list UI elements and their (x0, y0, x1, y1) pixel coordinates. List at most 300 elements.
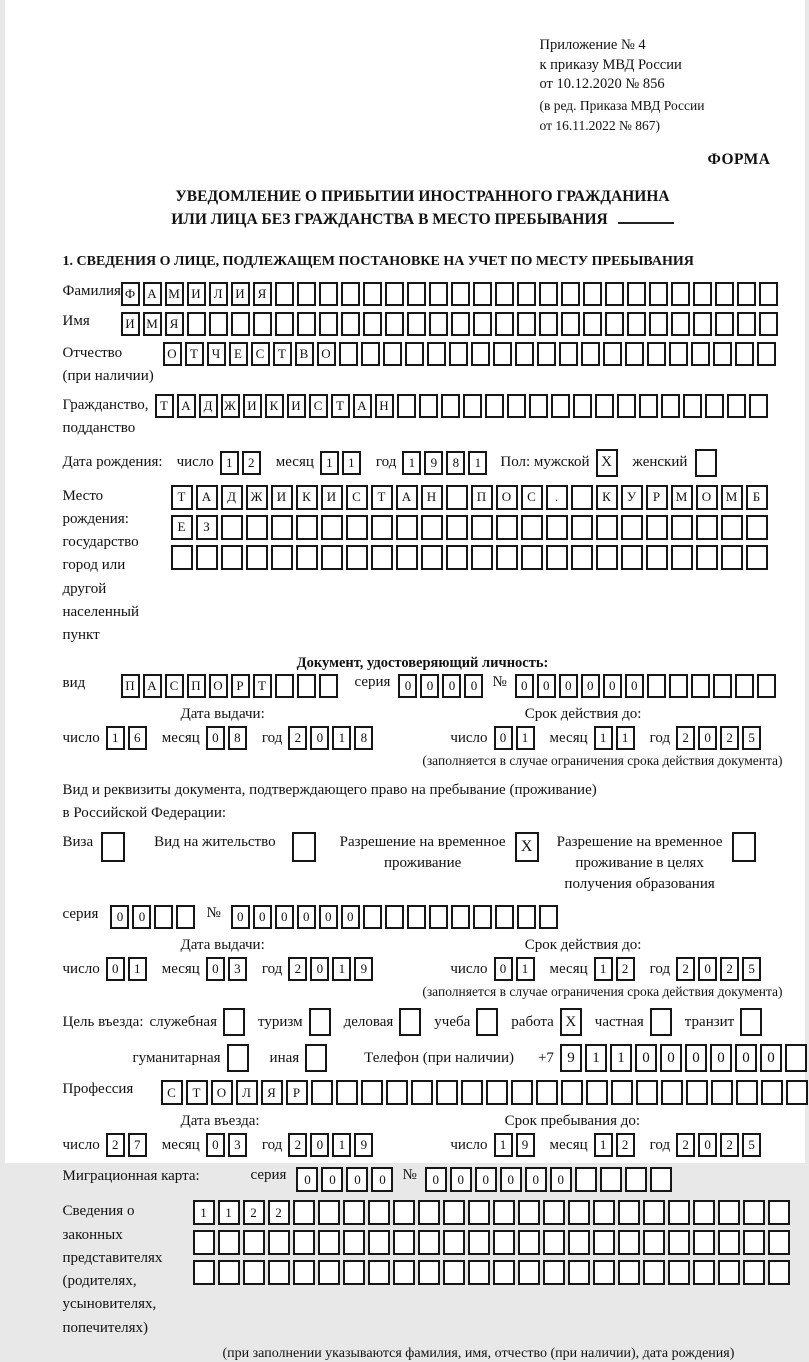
char-cell[interactable]: Я (261, 1080, 283, 1105)
char-cell[interactable]: 2 (676, 957, 695, 981)
char-cell[interactable] (343, 1230, 365, 1255)
char-cell[interactable]: В (295, 342, 314, 366)
char-cell[interactable] (571, 515, 593, 540)
char-cell[interactable] (193, 1260, 215, 1285)
char-cell[interactable]: С (165, 674, 184, 698)
char-cell[interactable] (517, 905, 536, 929)
char-cell[interactable]: 9 (424, 451, 443, 475)
char-cell[interactable] (593, 1200, 615, 1225)
char-cell[interactable]: Т (185, 342, 204, 366)
char-cell[interactable] (517, 312, 536, 336)
char-cell[interactable] (441, 394, 460, 418)
char-cell[interactable]: 0 (625, 674, 644, 698)
char-cell[interactable] (746, 545, 768, 570)
char-cell[interactable] (271, 545, 293, 570)
char-cell[interactable] (471, 342, 490, 366)
char-cell[interactable]: 0 (297, 905, 316, 929)
char-cell[interactable] (671, 545, 693, 570)
char-cell[interactable] (749, 394, 768, 418)
char-cell[interactable] (621, 545, 643, 570)
char-cell[interactable]: 0 (110, 905, 129, 929)
char-cell[interactable] (318, 1200, 340, 1225)
char-cell[interactable] (575, 1167, 597, 1192)
char-cell[interactable] (319, 282, 338, 306)
char-cell[interactable] (518, 1230, 540, 1255)
char-cell[interactable] (495, 312, 514, 336)
char-cell[interactable]: И (287, 394, 306, 418)
char-cell[interactable] (268, 1230, 290, 1255)
char-cell[interactable]: 2 (288, 1133, 307, 1157)
char-cell[interactable] (407, 282, 426, 306)
char-cell[interactable] (343, 1200, 365, 1225)
char-cell[interactable]: Ж (246, 485, 268, 510)
char-cell[interactable] (618, 1230, 640, 1255)
char-cell[interactable]: Т (155, 394, 174, 418)
char-cell[interactable]: 2 (288, 726, 307, 750)
char-cell[interactable]: И (121, 312, 140, 336)
char-cell[interactable]: X (596, 449, 618, 477)
char-cell[interactable]: Л (236, 1080, 258, 1105)
char-cell[interactable]: 0 (735, 1044, 757, 1072)
char-cell[interactable] (451, 282, 470, 306)
char-cell[interactable]: 0 (319, 905, 338, 929)
char-cell[interactable]: Т (371, 485, 393, 510)
char-cell[interactable] (721, 545, 743, 570)
char-cell[interactable] (718, 1200, 740, 1225)
char-cell[interactable] (539, 312, 558, 336)
char-cell[interactable] (571, 545, 593, 570)
char-cell[interactable]: 0 (346, 1167, 368, 1192)
char-cell[interactable]: Т (273, 342, 292, 366)
char-cell[interactable] (419, 394, 438, 418)
char-cell[interactable]: 2 (616, 1133, 635, 1157)
char-cell[interactable] (418, 1230, 440, 1255)
char-cell[interactable]: К (296, 485, 318, 510)
char-cell[interactable] (187, 312, 206, 336)
char-cell[interactable]: 0 (275, 905, 294, 929)
char-cell[interactable]: О (209, 674, 228, 698)
char-cell[interactable]: 0 (464, 674, 483, 698)
char-cell[interactable] (446, 515, 468, 540)
char-cell[interactable]: 0 (442, 674, 461, 698)
char-cell[interactable] (583, 282, 602, 306)
char-cell[interactable]: X (515, 832, 539, 862)
char-cell[interactable] (727, 394, 746, 418)
char-cell[interactable]: 0 (310, 1133, 329, 1157)
char-cell[interactable]: 3 (228, 957, 247, 981)
char-cell[interactable]: 1 (332, 726, 351, 750)
char-cell[interactable] (297, 282, 316, 306)
char-cell[interactable] (740, 1008, 762, 1036)
char-cell[interactable] (496, 515, 518, 540)
char-cell[interactable] (743, 1230, 765, 1255)
char-cell[interactable]: 0 (206, 726, 225, 750)
char-cell[interactable] (721, 515, 743, 540)
char-cell[interactable] (371, 515, 393, 540)
char-cell[interactable]: П (187, 674, 206, 698)
char-cell[interactable] (218, 1230, 240, 1255)
char-cell[interactable] (486, 1080, 508, 1105)
char-cell[interactable] (561, 282, 580, 306)
char-cell[interactable] (385, 282, 404, 306)
char-cell[interactable] (293, 1260, 315, 1285)
char-cell[interactable]: 0 (371, 1167, 393, 1192)
char-cell[interactable]: . (546, 485, 568, 510)
char-cell[interactable] (691, 342, 710, 366)
char-cell[interactable] (418, 1260, 440, 1285)
char-cell[interactable] (718, 1260, 740, 1285)
char-cell[interactable]: 5 (742, 957, 761, 981)
char-cell[interactable] (361, 1080, 383, 1105)
char-cell[interactable] (643, 1200, 665, 1225)
char-cell[interactable] (693, 312, 712, 336)
char-cell[interactable] (559, 342, 578, 366)
char-cell[interactable]: Т (331, 394, 350, 418)
char-cell[interactable] (471, 515, 493, 540)
char-cell[interactable]: 0 (106, 957, 125, 981)
char-cell[interactable] (561, 312, 580, 336)
char-cell[interactable] (759, 282, 778, 306)
char-cell[interactable] (736, 1080, 758, 1105)
char-cell[interactable] (639, 394, 658, 418)
char-cell[interactable]: 1 (220, 451, 239, 475)
char-cell[interactable]: 0 (550, 1167, 572, 1192)
char-cell[interactable] (515, 342, 534, 366)
char-cell[interactable] (221, 545, 243, 570)
char-cell[interactable]: 0 (698, 957, 717, 981)
char-cell[interactable] (671, 515, 693, 540)
char-cell[interactable] (593, 1230, 615, 1255)
char-cell[interactable] (427, 342, 446, 366)
char-cell[interactable]: И (243, 394, 262, 418)
char-cell[interactable] (636, 1080, 658, 1105)
char-cell[interactable] (539, 905, 558, 929)
char-cell[interactable] (593, 1260, 615, 1285)
char-cell[interactable] (421, 545, 443, 570)
char-cell[interactable]: 1 (516, 957, 535, 981)
char-cell[interactable] (386, 1080, 408, 1105)
char-cell[interactable] (521, 545, 543, 570)
char-cell[interactable]: О (496, 485, 518, 510)
char-cell[interactable] (171, 545, 193, 570)
char-cell[interactable]: 8 (228, 726, 247, 750)
char-cell[interactable] (529, 394, 548, 418)
char-cell[interactable] (521, 515, 543, 540)
char-cell[interactable] (341, 282, 360, 306)
char-cell[interactable] (253, 312, 272, 336)
char-cell[interactable]: 1 (320, 451, 339, 475)
char-cell[interactable]: 9 (560, 1044, 582, 1072)
char-cell[interactable] (627, 312, 646, 336)
char-cell[interactable] (209, 312, 228, 336)
char-cell[interactable] (693, 1260, 715, 1285)
char-cell[interactable] (561, 1080, 583, 1105)
char-cell[interactable]: С (251, 342, 270, 366)
char-cell[interactable] (363, 282, 382, 306)
char-cell[interactable] (321, 515, 343, 540)
char-cell[interactable] (451, 312, 470, 336)
char-cell[interactable]: Е (171, 515, 193, 540)
char-cell[interactable] (647, 674, 666, 698)
char-cell[interactable]: 0 (660, 1044, 682, 1072)
char-cell[interactable] (715, 312, 734, 336)
char-cell[interactable]: 6 (128, 726, 147, 750)
char-cell[interactable]: Ф (121, 282, 140, 306)
char-cell[interactable]: 1 (594, 726, 613, 750)
char-cell[interactable] (671, 282, 690, 306)
char-cell[interactable] (318, 1230, 340, 1255)
char-cell[interactable]: З (196, 515, 218, 540)
char-cell[interactable] (543, 1230, 565, 1255)
char-cell[interactable] (473, 905, 492, 929)
char-cell[interactable] (311, 1080, 333, 1105)
char-cell[interactable] (737, 312, 756, 336)
char-cell[interactable] (551, 394, 570, 418)
char-cell[interactable] (605, 312, 624, 336)
char-cell[interactable]: К (596, 485, 618, 510)
char-cell[interactable] (473, 282, 492, 306)
char-cell[interactable] (346, 515, 368, 540)
char-cell[interactable]: 0 (206, 1133, 225, 1157)
char-cell[interactable]: А (143, 282, 162, 306)
char-cell[interactable] (449, 342, 468, 366)
char-cell[interactable]: 1 (616, 726, 635, 750)
char-cell[interactable] (318, 1260, 340, 1285)
char-cell[interactable] (627, 282, 646, 306)
char-cell[interactable] (275, 282, 294, 306)
char-cell[interactable] (493, 1230, 515, 1255)
char-cell[interactable]: Д (221, 485, 243, 510)
char-cell[interactable] (411, 1080, 433, 1105)
char-cell[interactable] (605, 282, 624, 306)
char-cell[interactable] (768, 1260, 790, 1285)
char-cell[interactable] (737, 282, 756, 306)
char-cell[interactable] (343, 1260, 365, 1285)
char-cell[interactable]: 7 (128, 1133, 147, 1157)
char-cell[interactable] (568, 1260, 590, 1285)
char-cell[interactable]: 2 (616, 957, 635, 981)
char-cell[interactable]: 0 (603, 674, 622, 698)
char-cell[interactable] (511, 1080, 533, 1105)
char-cell[interactable]: 5 (742, 726, 761, 750)
char-cell[interactable]: А (353, 394, 372, 418)
char-cell[interactable] (573, 394, 592, 418)
char-cell[interactable] (309, 1008, 331, 1036)
char-cell[interactable] (669, 674, 688, 698)
char-cell[interactable]: 1 (468, 451, 487, 475)
char-cell[interactable] (743, 1260, 765, 1285)
char-cell[interactable]: Д (199, 394, 218, 418)
char-cell[interactable] (713, 674, 732, 698)
char-cell[interactable] (650, 1008, 672, 1036)
char-cell[interactable]: 2 (676, 726, 695, 750)
char-cell[interactable]: 2 (720, 957, 739, 981)
char-cell[interactable] (757, 342, 776, 366)
char-cell[interactable]: 0 (475, 1167, 497, 1192)
char-cell[interactable]: 0 (559, 674, 578, 698)
char-cell[interactable]: 0 (450, 1167, 472, 1192)
char-cell[interactable]: А (177, 394, 196, 418)
char-cell[interactable] (385, 312, 404, 336)
char-cell[interactable]: 1 (610, 1044, 632, 1072)
char-cell[interactable]: 0 (231, 905, 250, 929)
char-cell[interactable]: 0 (525, 1167, 547, 1192)
char-cell[interactable] (661, 1080, 683, 1105)
char-cell[interactable]: У (621, 485, 643, 510)
char-cell[interactable] (732, 832, 756, 862)
char-cell[interactable] (393, 1260, 415, 1285)
char-cell[interactable] (696, 515, 718, 540)
char-cell[interactable] (493, 1200, 515, 1225)
char-cell[interactable] (361, 342, 380, 366)
char-cell[interactable] (786, 1080, 808, 1105)
char-cell[interactable] (718, 1230, 740, 1255)
char-cell[interactable] (495, 905, 514, 929)
char-cell[interactable]: 0 (685, 1044, 707, 1072)
char-cell[interactable] (785, 1044, 807, 1072)
char-cell[interactable]: 1 (106, 726, 125, 750)
char-cell[interactable] (683, 394, 702, 418)
char-cell[interactable]: Н (421, 485, 443, 510)
char-cell[interactable]: 2 (676, 1133, 695, 1157)
char-cell[interactable] (485, 394, 504, 418)
char-cell[interactable] (713, 342, 732, 366)
char-cell[interactable] (693, 282, 712, 306)
char-cell[interactable] (568, 1230, 590, 1255)
char-cell[interactable]: 2 (106, 1133, 125, 1157)
char-cell[interactable]: К (265, 394, 284, 418)
char-cell[interactable] (759, 312, 778, 336)
char-cell[interactable] (231, 312, 250, 336)
char-cell[interactable] (363, 905, 382, 929)
char-cell[interactable] (586, 1080, 608, 1105)
char-cell[interactable] (596, 545, 618, 570)
char-cell[interactable] (471, 545, 493, 570)
char-cell[interactable] (393, 1200, 415, 1225)
char-cell[interactable] (571, 485, 593, 510)
char-cell[interactable]: 1 (594, 1133, 613, 1157)
char-cell[interactable] (463, 394, 482, 418)
char-cell[interactable] (543, 1200, 565, 1225)
char-cell[interactable]: 0 (253, 905, 272, 929)
char-cell[interactable]: П (471, 485, 493, 510)
char-cell[interactable] (223, 1008, 245, 1036)
char-cell[interactable] (705, 394, 724, 418)
char-cell[interactable]: М (165, 282, 184, 306)
char-cell[interactable] (711, 1080, 733, 1105)
char-cell[interactable] (495, 282, 514, 306)
char-cell[interactable]: 9 (516, 1133, 535, 1157)
char-cell[interactable]: 2 (720, 1133, 739, 1157)
char-cell[interactable] (661, 394, 680, 418)
char-cell[interactable] (761, 1080, 783, 1105)
char-cell[interactable] (735, 342, 754, 366)
char-cell[interactable]: 1 (516, 726, 535, 750)
char-cell[interactable]: 0 (425, 1167, 447, 1192)
char-cell[interactable]: Т (186, 1080, 208, 1105)
char-cell[interactable]: 1 (218, 1200, 240, 1225)
char-cell[interactable]: 0 (341, 905, 360, 929)
char-cell[interactable] (507, 394, 526, 418)
char-cell[interactable] (735, 674, 754, 698)
char-cell[interactable]: С (346, 485, 368, 510)
char-cell[interactable]: 1 (494, 1133, 513, 1157)
char-cell[interactable] (768, 1200, 790, 1225)
char-cell[interactable] (461, 1080, 483, 1105)
char-cell[interactable]: 0 (698, 726, 717, 750)
char-cell[interactable] (296, 545, 318, 570)
char-cell[interactable] (429, 282, 448, 306)
char-cell[interactable] (546, 515, 568, 540)
char-cell[interactable] (246, 545, 268, 570)
char-cell[interactable]: 1 (342, 451, 361, 475)
char-cell[interactable] (536, 1080, 558, 1105)
char-cell[interactable]: О (317, 342, 336, 366)
char-cell[interactable] (625, 342, 644, 366)
char-cell[interactable]: 2 (288, 957, 307, 981)
char-cell[interactable]: X (560, 1008, 582, 1036)
char-cell[interactable]: 8 (354, 726, 373, 750)
char-cell[interactable] (668, 1230, 690, 1255)
char-cell[interactable] (496, 545, 518, 570)
char-cell[interactable] (583, 312, 602, 336)
char-cell[interactable] (296, 515, 318, 540)
char-cell[interactable] (581, 342, 600, 366)
char-cell[interactable] (468, 1200, 490, 1225)
char-cell[interactable] (693, 1230, 715, 1255)
char-cell[interactable] (757, 674, 776, 698)
char-cell[interactable]: И (271, 485, 293, 510)
char-cell[interactable] (743, 1200, 765, 1225)
char-cell[interactable] (275, 312, 294, 336)
char-cell[interactable] (451, 905, 470, 929)
char-cell[interactable] (543, 1260, 565, 1285)
char-cell[interactable] (493, 342, 512, 366)
char-cell[interactable] (418, 1200, 440, 1225)
char-cell[interactable] (603, 342, 622, 366)
char-cell[interactable] (246, 515, 268, 540)
char-cell[interactable]: М (143, 312, 162, 336)
char-cell[interactable]: 9 (354, 1133, 373, 1157)
char-cell[interactable] (393, 1230, 415, 1255)
char-cell[interactable]: Л (209, 282, 228, 306)
char-cell[interactable] (293, 1200, 315, 1225)
char-cell[interactable] (421, 515, 443, 540)
char-cell[interactable] (268, 1260, 290, 1285)
char-cell[interactable] (537, 342, 556, 366)
char-cell[interactable] (625, 1167, 647, 1192)
char-cell[interactable]: П (121, 674, 140, 698)
char-cell[interactable] (621, 515, 643, 540)
char-cell[interactable] (297, 674, 316, 698)
char-cell[interactable] (368, 1260, 390, 1285)
char-cell[interactable] (399, 1008, 421, 1036)
char-cell[interactable] (715, 282, 734, 306)
char-cell[interactable] (768, 1230, 790, 1255)
char-cell[interactable] (691, 674, 710, 698)
char-cell[interactable]: 0 (296, 1167, 318, 1192)
char-cell[interactable] (693, 1200, 715, 1225)
char-cell[interactable] (518, 1260, 540, 1285)
char-cell[interactable] (649, 312, 668, 336)
char-cell[interactable]: 0 (420, 674, 439, 698)
char-cell[interactable]: И (187, 282, 206, 306)
char-cell[interactable]: Т (171, 485, 193, 510)
char-cell[interactable] (319, 312, 338, 336)
char-cell[interactable] (368, 1200, 390, 1225)
char-cell[interactable] (669, 342, 688, 366)
char-cell[interactable] (243, 1230, 265, 1255)
